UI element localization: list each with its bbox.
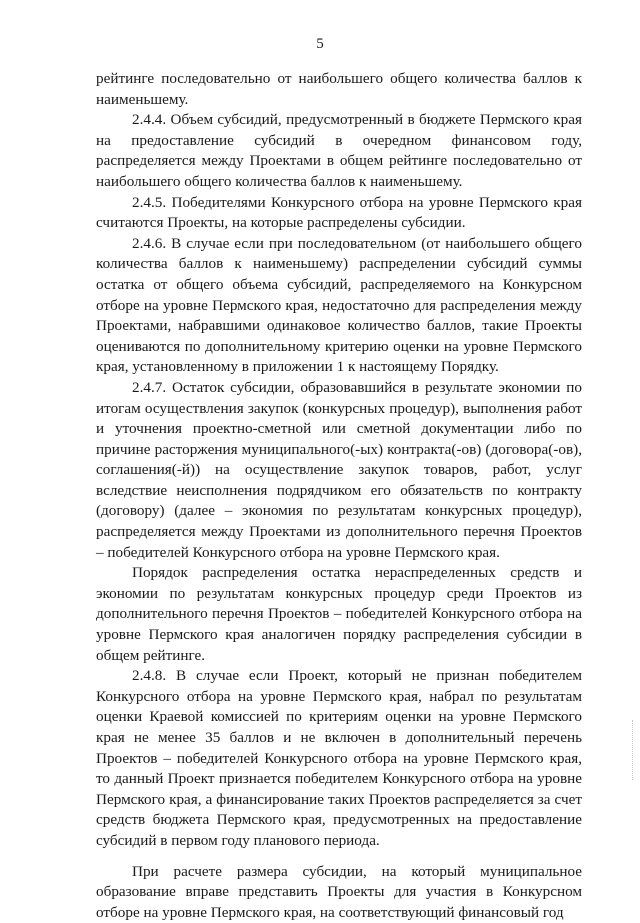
scan-margin-mark: [632, 720, 635, 780]
paragraph-distribution-order: Порядок распределения остатка нераспределенных средств и экономии по результатам конкурсных процедур среди Проектов из дополнительного перечня Проектов – победителей Конкурсного отбора на уровне Пермского края аналогичен порядку распределения субсидии в общем рейтинге.: [96, 564, 582, 664]
paragraph-subsidy-calculation: При расчете размера субсидии, на который муниципальное образование вправе представить Проекты для участия в Конкурсном отборе на уровне Пермского края, на соответствующий финансовый год: [96, 862, 582, 921]
paragraph-2-4-8: 2.4.8. В случае если Проект, который не признан победителем Конкурсного отбора на уровне Пермского края, набрал по результатам оценки Краевой комиссией по критериям оценки на уровне Пермского края не менее 35 баллов и не включен в дополнительный перечень Проектов – победителей Конкурсного отбора на уровне Пермского края, то данный Проект признается победителем Конкурсного отбора на уровне Пермского края, а финансирование таких Проектов распределяется за счет средств бюджета Пермского края, предусмотренных на предоставление субсидий в первом году планового периода.: [96, 667, 582, 849]
paragraph-2-4-4: 2.4.4. Объем субсидий, предусмотренный в бюджете Пермского края на предоставление субсидий в очередном финансовом году, распределяется между Проектами в общем рейтинге последовательно от наибольшего общего количества баллов к наименьшему.: [96, 111, 582, 190]
document-body: [96, 69, 582, 923]
page-number: 5: [316, 36, 324, 52]
paragraph-continuation: рейтинге последовательно от наибольшего общего количества баллов к наименьшему.: [96, 70, 582, 108]
paragraph-2-4-5: 2.4.5. Победителями Конкурсного отбора на уровне Пермского края считаются Проекты, на которые распределены субсидии.: [96, 193, 582, 232]
paragraph-2-4-6: 2.4.6. В случае если при последовательном (от наибольшего общего количества баллов к наименьшему) распределении субсидий суммы остатка от общего объема субсидий, распределяемого на Конкурсном отборе на уровне Пермского края, недостаточно для распределения между Проектами, набравшими одинаковое количество баллов, такие Проекты оцениваются по дополнительному критерию оценки на уровне Пермского края, установленному в приложении 1 к настоящему Порядку.: [96, 234, 582, 376]
paragraph-2-4-7: 2.4.7. Остаток субсидии, образовавшийся в результате экономии по итогам осуществления закупок (конкурсных процедур), выполнения работ и уточнения проектно-сметной или сметной документации либо по причине расторжения муниципального(-ых) контракта(-ов) (договора(-ов), соглашения(-й)) на осуществление закупок товаров, работ, услуг вследствие неисполнения подрядчиком его обязательств по контракту (договору) (далее – экономия по результатам конкурсных процедур), распределяется между Проектами из дополнительного перечня Проектов – победителей Конкурсного отбора на уровне Пермского края.: [96, 378, 582, 561]
